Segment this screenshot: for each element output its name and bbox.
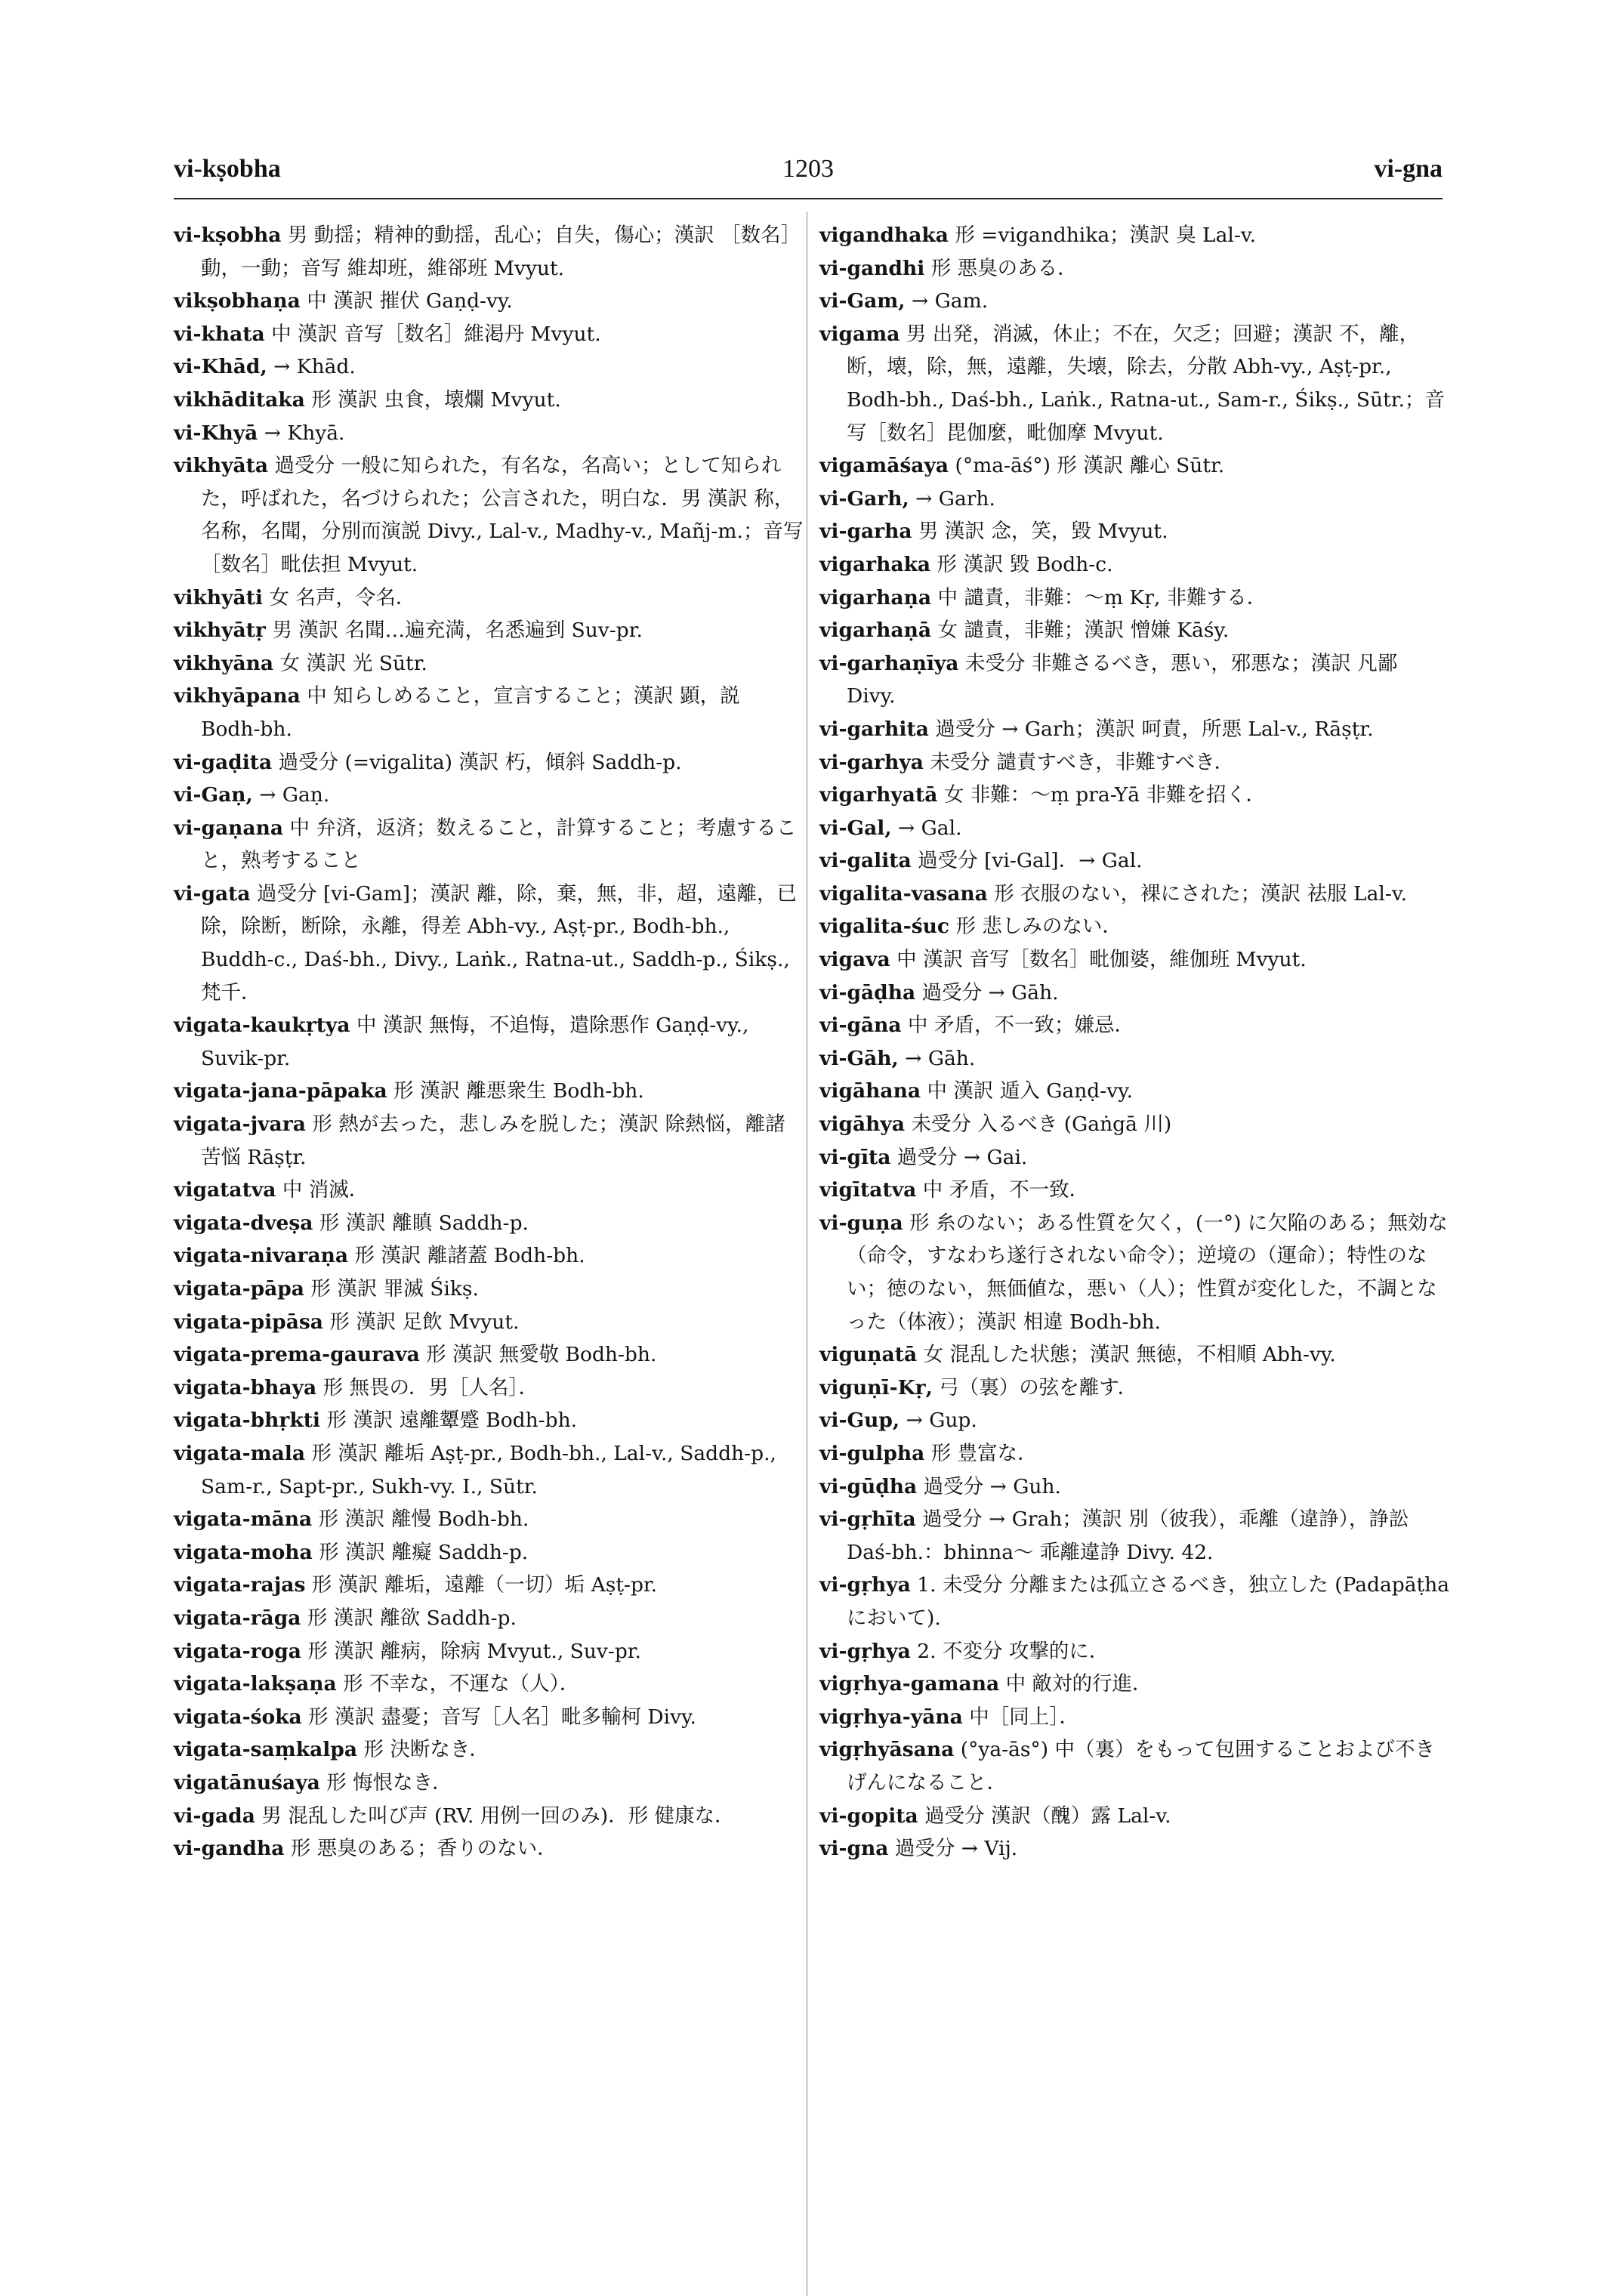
entry-definition: 形 漢訳 離悪衆生 Bodh-bh.: [393, 1079, 644, 1103]
right-column: [819, 219, 1450, 1866]
entry-headword: vi-khata: [174, 322, 265, 346]
entry-headword: vigata-śoka: [174, 1705, 302, 1729]
entry-definition: 形 漢訳 無愛敬 Bodh-bh.: [426, 1343, 657, 1367]
entry-definition: 形 漢訳 離病，除病 Mvyut., Suv-pr.: [307, 1639, 641, 1663]
dictionary-entry: [174, 1108, 804, 1174]
entry-headword: vikhyāti: [174, 585, 263, 609]
dictionary-entry: [819, 483, 1450, 516]
entry-definition: 中 漢訳 無悔，不追悔，遣除悪作 Gaṇḍ-vy., Suvik-pr.: [201, 1014, 749, 1070]
dictionary-entry: [174, 1832, 804, 1866]
dictionary-entry: [174, 417, 804, 450]
entry-headword: vikhāditaka: [174, 387, 305, 412]
entry-headword: vigata-bhaya: [174, 1375, 317, 1400]
dictionary-entry: [174, 1569, 804, 1602]
dictionary-entry: [174, 384, 804, 417]
entry-definition: 女 譴責，非難；漢訳 憎嫌 Kāśy.: [937, 619, 1230, 643]
dictionary-entry: [174, 1273, 804, 1306]
dictionary-entry: [174, 647, 804, 680]
page-header: [174, 155, 1443, 193]
header-rule: [174, 198, 1443, 199]
dictionary-entry: [174, 1733, 804, 1767]
dictionary-entry: [174, 1404, 804, 1437]
dictionary-entry: [819, 614, 1450, 647]
dictionary-entry: [819, 1503, 1450, 1569]
entry-definition: → Gaṇ.: [259, 783, 330, 807]
entry-definition: 形 漢訳 離垢，遠離（一切）垢 Aṣṭ-pr.: [311, 1573, 658, 1597]
dictionary-entry: [819, 1701, 1450, 1734]
dictionary-entry: [174, 1372, 804, 1405]
dictionary-entry: [174, 812, 804, 878]
entry-definition: 中 漢訳 音写［数名］毗伽婆，維伽班 Mvyut.: [896, 948, 1307, 972]
entry-definition: 過受分 → Gāh.: [921, 980, 1059, 1004]
dictionary-entry: [174, 1536, 804, 1569]
entry-definition: 過受分 [vi-Gal]．→ Gal.: [918, 849, 1143, 873]
entry-headword: vigata-māna: [174, 1508, 313, 1532]
entry-headword: vigava: [819, 948, 890, 972]
entry-definition: 中 知らしめること，宣言すること；漢訳 顕，説 Bodh-bh.: [201, 684, 740, 741]
entry-headword: vi-gaḍita: [174, 750, 273, 774]
entry-headword: vi-garhya: [819, 750, 924, 774]
entry-definition: 男 漢訳 名聞…遍充満，名悉遍到 Suv-pr.: [272, 619, 643, 643]
entry-headword: vi-Gāh,: [819, 1046, 899, 1070]
entry-headword: vi-Gup,: [819, 1409, 900, 1433]
dictionary-entry: [819, 1404, 1450, 1437]
dictionary-entry: [819, 1207, 1450, 1338]
entry-headword: vigata-roga: [174, 1639, 301, 1663]
entry-definition: (°ya-ās°) 中（裏）をもって包囲することおよび不きげんになること．: [847, 1738, 1435, 1795]
entry-headword: vigamāśaya: [819, 454, 949, 478]
entry-definition: 形 漢訳 離諸蓋 Bodh-bh.: [354, 1244, 585, 1268]
dictionary-entry: [174, 1635, 804, 1668]
dictionary-entry: [174, 1075, 804, 1108]
dictionary-entry: [174, 746, 804, 779]
entry-headword: vigama: [819, 322, 900, 346]
dictionary-entry: [174, 219, 804, 285]
dictionary-entry: [819, 219, 1450, 252]
dictionary-entry: [819, 1800, 1450, 1833]
entry-definition: 中 敵対的行進．: [1005, 1672, 1153, 1696]
entry-headword: vi-guṇa: [819, 1211, 903, 1235]
entry-headword: vi-gṛhya: [819, 1573, 911, 1597]
entry-headword: vigata-jvara: [174, 1113, 306, 1137]
entry-definition: → Gam.: [911, 289, 989, 313]
entry-definition: 形 漢訳 足飲 Mvyut.: [329, 1310, 520, 1334]
entry-definition: 中 弁済，返済；数えること，計算すること；考慮すること，熟考すること: [201, 816, 797, 873]
dictionary-entry: [819, 844, 1450, 878]
dictionary-entry: [819, 1141, 1450, 1174]
dictionary-entry: [819, 647, 1450, 713]
entry-headword: vikhyāna: [174, 651, 274, 675]
entry-headword: vigṛhyāsana: [819, 1738, 955, 1762]
entry-headword: vi-gopita: [819, 1804, 918, 1828]
entry-headword: vi-gna: [819, 1837, 889, 1861]
dictionary-entry: [819, 812, 1450, 845]
dictionary-entry: [174, 1437, 804, 1503]
entry-definition: → Khād.: [273, 355, 356, 379]
dictionary-entry: [174, 1602, 804, 1635]
entry-headword: vigṛhya-gamana: [819, 1672, 1000, 1696]
entry-definition: 過受分 → Grah；漢訳 別（彼我），乖離（違諍），諍訟 Daś-bh.：bhinna～ 乖離違諍 Divy. 42.: [847, 1508, 1409, 1564]
entry-headword: vi-gandha: [174, 1837, 285, 1861]
entry-headword: vi-gūḍha: [819, 1474, 918, 1498]
left-column: [174, 219, 804, 1866]
dictionary-entry: [174, 1207, 804, 1240]
dictionary-entry: [819, 878, 1450, 911]
entry-definition: 形 糸のない；ある性質を欠く，(一°) に欠陥のある；無効な（命令，すなわち遂行されない命令）；逆境の（運命）；特性のない；徳のない，無価値な，悪い（人）；性質が変化した，不調となった（体液）；漢訳 相違 Bodh-bh.: [847, 1211, 1448, 1334]
entry-definition: 形 漢訳 離垢 Aṣṭ-pr., Bodh-bh., Lal-v., Saddh-p., Sam-r., Sapt-pr., Sukh-vy. I., Sūtr.: [201, 1441, 776, 1498]
entry-headword: vigalita-vasana: [819, 881, 988, 906]
entry-definition: 未受分 譴責すべき，非難すべき．: [930, 750, 1235, 774]
entry-definition: 形 悔恨なき．: [326, 1770, 452, 1795]
entry-definition: → Garh.: [915, 486, 995, 511]
entry-definition: 過受分 一般に知られた，有名な，名高い；として知られた，呼ばれた，名づけられた；公言された，明白な．男 漢訳 称，名称，名聞，分別而演説 Divy., Lal-v., Madhy-v., Mañj-m.；音写［数名］毗佉担 Mvyut.: [201, 454, 804, 576]
dictionary-entry: [174, 878, 804, 1009]
entry-definition: 中 矛盾，不一致．: [922, 1178, 1090, 1202]
dictionary-entry: [174, 1174, 804, 1207]
entry-headword: vi-gṛhīta: [819, 1508, 916, 1532]
entry-definition: 過受分 [vi-Gam]；漢訳 離，除，棄，無，非，超，遠離，已除，除断，断除，永離，得差 Abh-vy., Aṣṭ-pr., Bodh-bh., Buddh-c., Daś-bh., Divy., Laṅk., Ratna-ut., Saddh-p., Śikṣ., 梵千．: [201, 881, 798, 1004]
entry-headword: vikṣobhaṇa: [174, 289, 301, 313]
entry-definition: 女 非難：～ṃ pra-Yā 非難を招く．: [943, 783, 1266, 807]
dictionary-entry: [819, 1009, 1450, 1042]
entry-headword: vi-Gam,: [819, 289, 906, 313]
entry-headword: vi-gata: [174, 881, 251, 906]
entry-headword: vigṛhya-yāna: [819, 1705, 963, 1729]
entry-headword: vi-gandhi: [819, 256, 925, 280]
entry-headword: vigāhana: [819, 1079, 921, 1103]
entry-definition: 男 漢訳 念，笑，毀 Mvyut.: [918, 520, 1168, 544]
entry-headword: vi-Gaṇ,: [174, 783, 253, 807]
entry-definition: 形 漢訳 離癡 Saddh-p.: [319, 1540, 529, 1564]
entry-definition: 中 漢訳 音写［数名］維渇丹 Mvyut.: [271, 322, 601, 346]
entry-definition: 形 不幸な，不運な（人）．: [343, 1672, 580, 1696]
entry-definition: 形 =vigandhika；漢訳 臭 Lal-v.: [955, 224, 1257, 247]
entry-headword: vi-Khād,: [174, 355, 267, 379]
dictionary-entry: [174, 449, 804, 581]
entry-definition: 形 漢訳 遠離顰蹙 Bodh-bh.: [326, 1409, 578, 1433]
entry-headword: vigata-mala: [174, 1441, 306, 1465]
entry-definition: 未受分 非難さるべき，悪い，邪悪な；漢訳 凡鄙 Divy.: [847, 651, 1398, 708]
dictionary-entry: [819, 449, 1450, 483]
dictionary-entry: [174, 1767, 804, 1800]
dictionary-entry: [819, 1569, 1450, 1634]
entry-definition: 未受分 入るべき (Gaṅgā 川): [911, 1113, 1172, 1137]
entry-definition: → Gal.: [898, 816, 962, 840]
entry-definition: 形 漢訳 罪滅 Śikṣ.: [310, 1277, 479, 1301]
dictionary-entry: [174, 285, 804, 318]
entry-definition: 形 漢訳 虫食，壊爛 Mvyut.: [311, 387, 561, 412]
entry-definition: 形 悲しみのない．: [955, 915, 1122, 939]
entry-headword: vigarhyatā: [819, 783, 938, 807]
entry-definition: 中 消滅．: [282, 1178, 369, 1202]
left-guide-word: vi-kṣobha: [174, 155, 281, 183]
entry-definition: 過受分 → Vij.: [894, 1837, 1018, 1861]
entry-headword: vigarhaṇā: [819, 619, 932, 643]
dictionary-entry: [819, 910, 1450, 943]
entry-headword: vigata-rāga: [174, 1606, 301, 1630]
dictionary-entry: [174, 1306, 804, 1339]
entry-headword: vi-galita: [819, 849, 912, 873]
dictionary-entry: [819, 713, 1450, 746]
entry-headword: vi-garhaṇīya: [819, 651, 959, 675]
entry-headword: vigata-lakṣaṇa: [174, 1672, 337, 1696]
dictionary-entry: [819, 1174, 1450, 1207]
entry-definition: 男 出発，消滅，休止；不在，欠乏；回避；漢訳 不，離，断，壊，除，無，遠離，失壊，除去，分散 Abh-vy., Aṣṭ-pr., Bodh-bh., Daś-bh., Laṅk., Ratna-ut., Sam-r., Śikṣ., Sūtr.；音写［数名］毘伽麼，毗伽摩 Mvyut.: [847, 322, 1445, 445]
dictionary-entry: [174, 680, 804, 745]
entry-headword: vi-gulpha: [819, 1441, 925, 1465]
right-guide-word: vi-gna: [1374, 155, 1443, 183]
dictionary-entry: [819, 582, 1450, 615]
dictionary-entry: [174, 1668, 804, 1701]
entry-headword: vigata-bhṛkti: [174, 1409, 321, 1433]
dictionary-entry: [174, 1701, 804, 1734]
entry-definition: (°ma-āś°) 形 漢訳 離心 Sūtr.: [955, 454, 1225, 478]
entry-headword: vikhyāpana: [174, 684, 301, 708]
entry-definition: 男 動揺；精神的動揺，乱心；自失，傷心；漢訳 ［数名］動，一動；音写 維却班，維郤班 Mvyut.: [201, 224, 801, 280]
entry-headword: vigata-moha: [174, 1540, 313, 1564]
entry-definition: 中 漢訳 摧伏 Gaṇḍ-vy.: [307, 289, 513, 313]
entry-definition: 形 漢訳 毀 Bodh-c.: [937, 552, 1113, 576]
entry-definition: 形 漢訳 離慢 Bodh-bh.: [318, 1508, 529, 1532]
entry-definition: → Khyā.: [264, 421, 345, 445]
entry-headword: vigata-saṃkalpa: [174, 1738, 358, 1762]
dictionary-entry: [819, 1075, 1450, 1108]
entry-headword: vikhyātṛ: [174, 619, 266, 643]
entry-definition: 中［同上］．: [969, 1705, 1079, 1729]
entry-headword: vigata-pipāsa: [174, 1310, 323, 1334]
entry-definition: 女 名声，令名．: [269, 585, 416, 609]
entry-headword: vi-Khyā: [174, 421, 258, 445]
entry-headword: vigalita-śuc: [819, 915, 950, 939]
dictionary-entry: [819, 1372, 1450, 1405]
entry-definition: 中 矛盾，不一致；嫌忌．: [908, 1014, 1134, 1038]
entry-headword: vigandhaka: [819, 224, 949, 247]
entry-definition: 女 漢訳 光 Sūtr.: [279, 651, 427, 675]
dictionary-entry: [174, 1338, 804, 1372]
entry-headword: vi-gāna: [819, 1014, 902, 1038]
dictionary-entry: [819, 252, 1450, 285]
dictionary-entry: [819, 1470, 1450, 1504]
dictionary-entry: [174, 1800, 804, 1833]
entry-definition: 形 無畏の．男［人名］．: [322, 1375, 539, 1400]
dictionary-entry: [174, 779, 804, 812]
dictionary-entry: [174, 1009, 804, 1075]
entry-headword: vi-garhita: [819, 717, 929, 741]
entry-definition: 形 熱が去った，悲しみを脱した；漢訳 除熱悩，離諸苦悩 Rāṣṭr.: [201, 1113, 785, 1169]
dictionary-entry: [174, 582, 804, 615]
entry-definition: 形 漢訳 離瞋 Saddh-p.: [319, 1211, 529, 1235]
dictionary-entry: [174, 1239, 804, 1273]
entry-headword: vi-gaṇana: [174, 816, 284, 840]
entry-definition: 過受分 (=vigalita) 漢訳 朽，傾斜 Saddh-p.: [278, 750, 682, 774]
entry-headword: vi-kṣobha: [174, 224, 282, 247]
dictionary-entry: [819, 318, 1450, 449]
dictionary-entry: [819, 746, 1450, 779]
entry-headword: vi-gīta: [819, 1145, 891, 1169]
entry-definition: 中 譴責，非難：～ṃ Kṛ, 非難する．: [937, 585, 1267, 609]
entry-headword: vi-gṛhya: [819, 1639, 911, 1663]
entry-headword: vi-gāḍha: [819, 980, 916, 1004]
dictionary-entry: [819, 1733, 1450, 1799]
entry-headword: vigata-prema-gaurava: [174, 1343, 420, 1367]
entry-definition: 過受分 漢訳（醜）露 Lal-v.: [924, 1804, 1171, 1828]
dictionary-entry: [819, 285, 1450, 318]
entry-headword: vigata-nivaraṇa: [174, 1244, 349, 1268]
entry-definition: 形 漢訳 盡憂；音写［人名］毗多輸柯 Divy.: [308, 1705, 696, 1729]
entry-headword: vigāhya: [819, 1113, 906, 1137]
dictionary-entry: [174, 350, 804, 384]
entry-headword: vi-Garh,: [819, 486, 909, 511]
dictionary-entry: [819, 1668, 1450, 1701]
entry-definition: 1. 未受分 分離または孤立さるべき，独立した (Padapāṭha において).: [847, 1573, 1450, 1630]
entry-headword: vigata-dveṣa: [174, 1211, 313, 1235]
entry-headword: vigarhaka: [819, 552, 931, 576]
entry-definition: 形 豊富な．: [930, 1441, 1038, 1465]
entry-headword: viguṇatā: [819, 1343, 918, 1367]
entry-definition: 過受分 → Guh.: [923, 1474, 1061, 1498]
entry-definition: 形 衣服のない，裸にされた；漢訳 祛服 Lal-v.: [994, 881, 1408, 906]
entry-headword: vigatānuśaya: [174, 1770, 320, 1795]
entry-headword: vigarhaṇa: [819, 585, 932, 609]
entry-definition: 中 漢訳 遁入 Gaṇḍ-vy.: [927, 1079, 1134, 1103]
dictionary-entry: [174, 318, 804, 351]
entry-headword: viguṇī-Kṛ,: [819, 1375, 933, 1400]
dictionary-entry: [819, 1042, 1450, 1075]
dictionary-entry: [819, 548, 1450, 582]
entry-definition: 弓（裏）の弦を離す．: [939, 1375, 1138, 1400]
entry-headword: vigata-pāpa: [174, 1277, 304, 1301]
entry-definition: 形 悪臭のある；香りのない．: [290, 1837, 557, 1861]
dictionary-entry: [819, 1635, 1450, 1668]
entry-headword: vigītatva: [819, 1178, 917, 1202]
page-number: 1203: [782, 155, 834, 183]
dictionary-entry: [819, 1832, 1450, 1866]
entry-definition: 形 決断なき．: [363, 1738, 489, 1762]
dictionary-entry: [174, 614, 804, 647]
dictionary-entry: [174, 1503, 804, 1536]
dictionary-entry: [819, 1437, 1450, 1470]
entry-definition: → Gup.: [906, 1409, 977, 1433]
dictionary-entry: [819, 1338, 1450, 1372]
dictionary-entry: [819, 779, 1450, 812]
entry-headword: vi-gada: [174, 1804, 255, 1828]
entry-definition: 2. 不変分 攻撃的に．: [917, 1639, 1109, 1663]
entry-definition: 形 悪臭のある．: [930, 256, 1078, 280]
entry-headword: vigatatva: [174, 1178, 276, 1202]
entry-headword: vi-Gal,: [819, 816, 892, 840]
dictionary-entry: [819, 943, 1450, 977]
entry-headword: vigata-kaukṛtya: [174, 1014, 350, 1038]
entry-definition: 女 混乱した状態；漢訳 無徳，不相順 Abh-vy.: [923, 1343, 1336, 1367]
entry-definition: 過受分 → Gai.: [896, 1145, 1028, 1169]
entry-headword: vigata-jana-pāpaka: [174, 1079, 387, 1103]
entry-headword: vikhyāta: [174, 454, 269, 478]
entry-definition: → Gāh.: [905, 1046, 976, 1070]
dictionary-entry: [819, 515, 1450, 548]
entry-headword: vi-garha: [819, 520, 912, 544]
dictionary-entry: [819, 977, 1450, 1010]
entry-headword: vigata-rajas: [174, 1573, 306, 1597]
entry-definition: 過受分 → Garh；漢訳 呵責，所悪 Lal-v., Rāṣṭr.: [935, 717, 1374, 741]
dictionary-entry: [819, 1108, 1450, 1141]
entry-definition: 形 漢訳 離欲 Saddh-p.: [307, 1606, 517, 1630]
entry-definition: 男 混乱した叫び声 (RV. 用例一回のみ)．形 健康な．: [261, 1804, 735, 1828]
